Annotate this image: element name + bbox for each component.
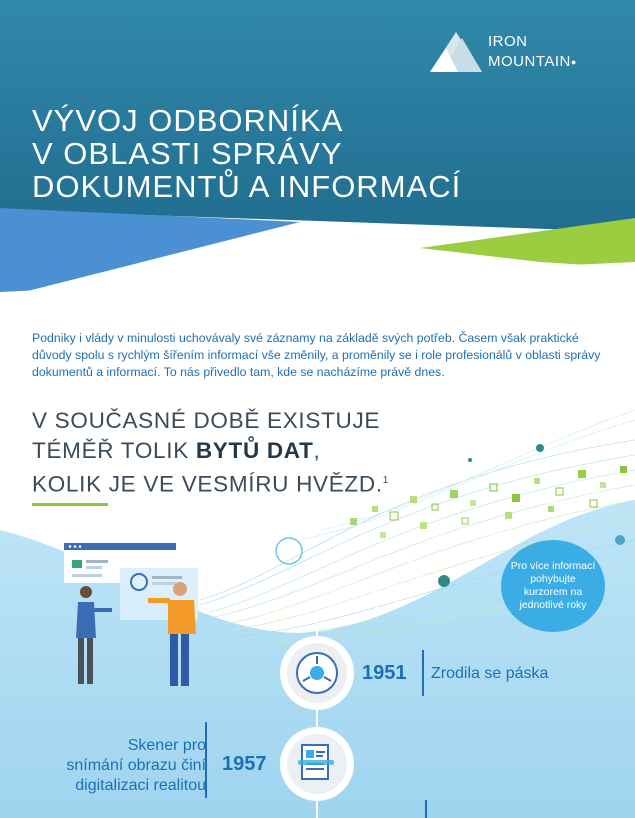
year-label-1951[interactable]: 1951 bbox=[362, 662, 407, 684]
timeline-node-1957[interactable] bbox=[280, 727, 354, 801]
stat-line-1: V SOUČASNÉ DOBĚ EXISTUJE bbox=[32, 408, 381, 433]
event-bracket-next bbox=[425, 800, 427, 818]
stat-underline bbox=[32, 503, 108, 506]
iron-mountain-logo[interactable] bbox=[428, 28, 608, 78]
stat-line-3: KOLIK JE VE VESMÍRU HVĚZD.$^1$ bbox=[32, 471, 390, 497]
footnote-marker: 1 bbox=[382, 475, 390, 486]
title-line-2: V OBLASTI SPRÁVY bbox=[32, 136, 343, 171]
stat-headline bbox=[32, 406, 389, 500]
tape-reel-icon bbox=[280, 636, 354, 710]
event-label-1957: Skener pro snímání obrazu činí digitalizaci realitou bbox=[66, 737, 206, 794]
hero-banner bbox=[0, 0, 635, 300]
year-label-1957[interactable]: 1957 bbox=[222, 753, 267, 775]
stat-line-2: TÉMĚŘ TOLIK BYTŮ DAT, bbox=[32, 438, 321, 463]
hover-hint-bubble: Pro více informací pohybujte kurzorem na jednotlivé roky bbox=[501, 540, 605, 632]
event-label-1951: Zrodila se páska bbox=[431, 665, 549, 682]
title-line-1: VÝVOJ ODBORNÍKA bbox=[32, 103, 344, 138]
logo-line-1: IRON bbox=[488, 33, 528, 50]
page-title bbox=[32, 104, 552, 203]
intro-paragraph: Podniky i vlády v minulosti uchovávaly své záznamy na základě svých potřeb. Časem však praktické důvody spolu s rychlým šířením informací vše změnily, a proměnily se i role profesionálů v oblasti správy dokumentů a informací. To nás přivedlo tam, kde se nacházíme právě dnes. bbox=[32, 331, 601, 379]
timeline-node-1951[interactable] bbox=[280, 636, 354, 710]
title-line-3: DOKUMENTŮ A INFORMACÍ bbox=[32, 169, 462, 204]
event-bracket-1951 bbox=[422, 650, 424, 696]
logo-line-2: MOUNTAIN● bbox=[488, 53, 577, 70]
scanner-icon bbox=[280, 727, 354, 801]
logo-wordmark bbox=[488, 32, 577, 72]
mountain-logo-icon bbox=[428, 28, 486, 74]
